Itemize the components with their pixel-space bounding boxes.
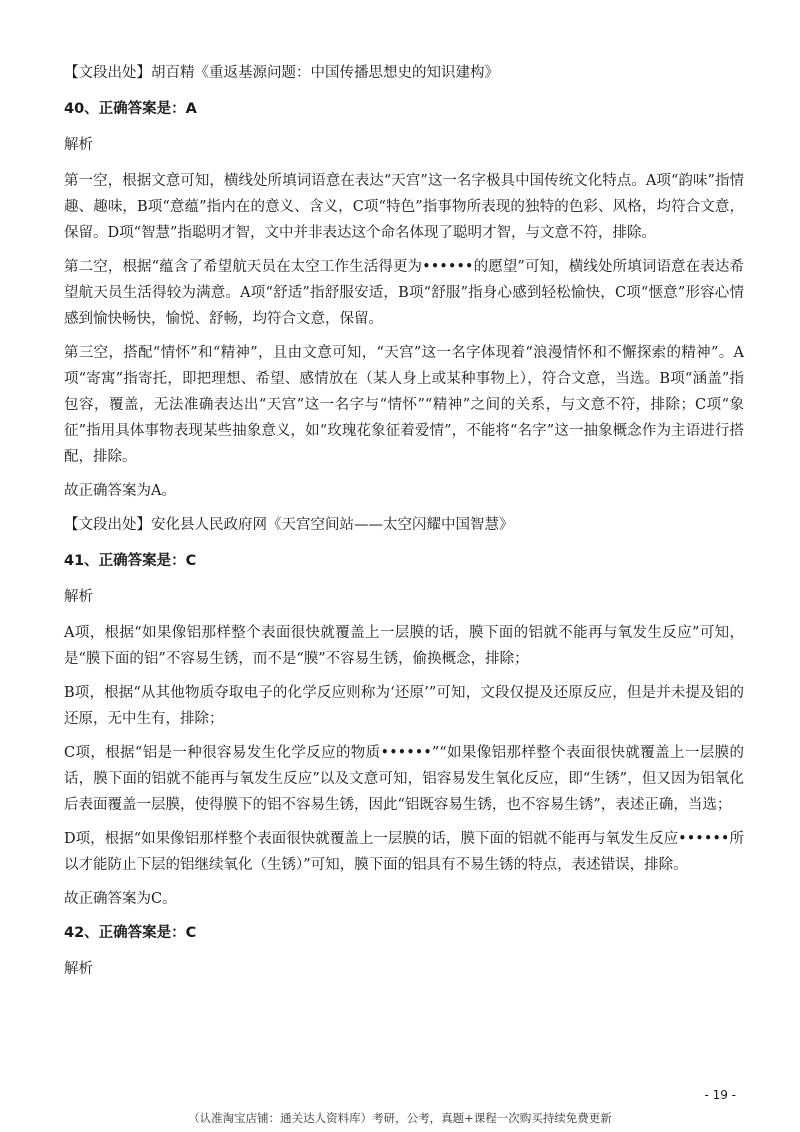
q40-paragraph-1: 第一空，根据文意可知，横线处所填词语意在表达“天宫”这一名字极具中国传统文化特点。A项“韵味”指情趣、趣味，B项“意蕴”指内在的意义、含义，C项“特色”指事物所表现的独特的色彩、风格，均符合文意，保留。D项“智慧”指聪明才智，文中并非表达这个命名体现了聪明才智，与文意不符，排除。	[64, 173, 744, 241]
q41-analysis-label: 解析	[64, 589, 93, 605]
q40-conclusion: 故正确答案为A。	[64, 483, 176, 499]
q42-analysis-label: 解析	[64, 961, 93, 977]
q41-answer: 41、正确答案是：C	[64, 553, 197, 569]
q41-option-b: B项，根据“从其他物质夺取电子的化学反应则称为‘还原’”可知，文段仅提及还原反应，但是并未提及铝的还原，无中生有，排除；	[64, 685, 744, 727]
q41-conclusion: 故正确答案为C。	[64, 891, 177, 907]
q40-paragraph-3: 第三空，搭配“情怀”和“精神”，且由文意可知，“天宫”这一名字体现着“浪漫情怀和不懈探索的精神”。A项“寄寓”指寄托，即把理想、希望、感情放在（某人身上或某种事物上），符合文意，当选。B项“涵盖”指包容，覆盖，无法准确表达出“天宫”这一名字与“情怀”“精神”之间的关系，与文意不符，排除；C项“象征”指用具体事物表现某些抽象意义，如“玫瑰花象征着爱情”，不能将“名字”这一抽象概念作为主语进行搭配，排除。	[64, 345, 744, 465]
q40-paragraph-2: 第二空，根据“蕴含了希望航天员在太空工作生活得更为••••••的愿望”可知，横线处所填词语意在表达希望航天员生活得较为满意。A项“舒适”指舒服安适，B项“舒服”指身心感到轻松愉快，C项“惬意”形容心情感到愉快畅快，愉悦、舒畅，均符合文意，保留。	[64, 259, 744, 327]
q41-source: 【文段出处】安化县人民政府网《天宫空间站——太空闪耀中国智慧》	[64, 517, 514, 533]
page-footer: （认准淘宝店铺：通关达人资料库）考研，公考，真题+课程一次购买持续免费更新	[188, 1111, 612, 1125]
q41-option-c: C项，根据“铝是一种很容易发生化学反应的物质••••••”“如果像铝那样整个表面很快就覆盖上一层膜的话，膜下面的铝就不能再与氧发生反应”以及文意可知，铝容易发生氧化反应，即“生锈”，但又因为铝氧化后表面覆盖一层膜，使得膜下的铝不容易生锈，因此“铝既容易生锈，也不容易生锈”，表述正确，当选；	[64, 745, 744, 813]
q40-analysis-label: 解析	[64, 137, 93, 153]
q40-source: 【文段出处】胡百精《重返基源问题：中国传播思想史的知识建构》	[64, 65, 499, 81]
q41-option-d: D项，根据“如果像铝那样整个表面很快就覆盖上一层膜的话，膜下面的铝就不能再与氧发生反应••••••所以才能防止下层的铝继续氧化（生锈）”可知，膜下面的铝具有不易生锈的特点，表述错误，排除。	[64, 831, 744, 873]
document-page	[64, 60, 744, 982]
q41-option-a: A项，根据“如果像铝那样整个表面很快就覆盖上一层膜的话，膜下面的铝就不能再与氧发生反应”可知，是“膜下面的铝”不容易生锈，而不是“膜”不容易生锈，偷换概念，排除；	[64, 625, 744, 667]
page-number: - 19 -	[704, 1088, 736, 1102]
q40-answer: 40、正确答案是：A	[64, 101, 197, 117]
q42-answer: 42、正确答案是：C	[64, 925, 197, 941]
